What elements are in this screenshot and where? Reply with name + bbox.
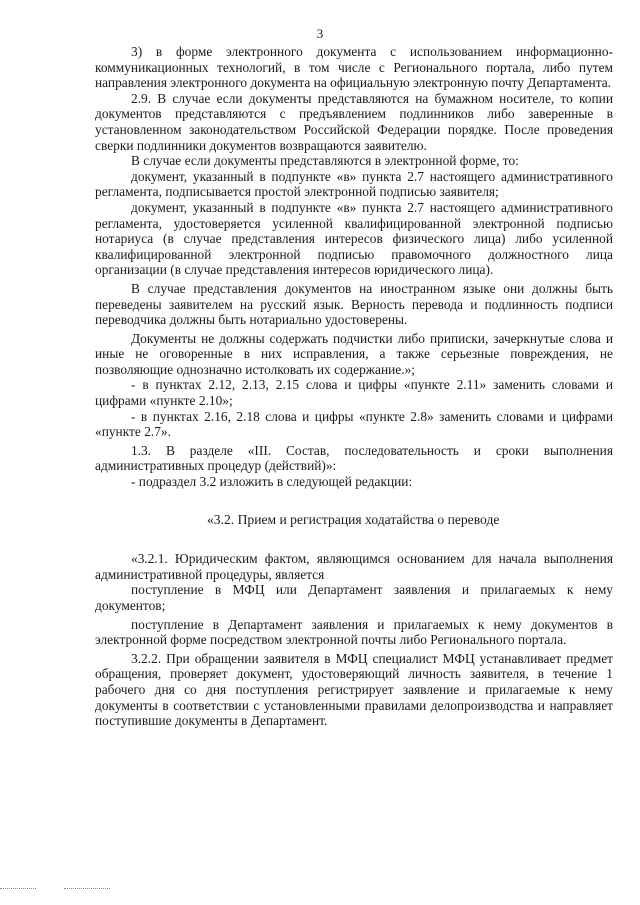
paragraph: документ, указанный в подпункте «в» пункта 2.7 настоящего административного регламента, подписывается простой электронной подписью заявителя;	[95, 168, 613, 200]
paragraph: «3.2.1. Юридическим фактом, являющимся основанием для начала выполнения административной процедуры, является	[95, 551, 613, 582]
paragraph: 2.9. В случае если документы представляются на бумажном носителе, то копии документов представляются с предъявлением подлинников либо заверенные в установленном законодательством Российской Федерации порядке. После проведения сверки подлинники документов возвращаются заявителю.	[95, 90, 613, 153]
paragraph: 1.3. В разделе «III. Состав, последовательность и сроки выполнения административных процедур (действий)»:	[95, 442, 613, 474]
paragraph: 3.2.2. При обращении заявителя в МФЦ специалист МФЦ устанавливает предмет обращения, проверяет документ, удостоверяющий личность заявителя, в течение 1 рабочего дня со дня поступления регистрирует заявление и прилагаемые к нему документы в соответствии с установленными правилами делопроизводства и направляет поступившие документы в Департамент.	[95, 650, 613, 729]
section-heading: «3.2. Прием и регистрация ходатайства о переводе	[207, 511, 500, 527]
paragraph: 3) в форме электронного документа с использованием информационно-коммуникационных технологий, в том числе с Регионального портала, либо путем направления электронного документа на официальную электронную почту Департамента.	[95, 44, 613, 91]
page-number: 3	[316, 26, 324, 41]
scan-mark	[64, 888, 110, 889]
paragraph: Документы не должны содержать подчистки либо приписки, зачеркнутые слова и иные не оговоренные в них исправления, а также серьезные повреждения, не позволяющие однозначно истолковать их содержание.»;	[95, 330, 613, 377]
paragraph: В случае представления документов на иностранном языке они должны быть переведены заявителем на русский язык. Верность перевода и подлинность подписи переводчика должны быть нотариально удостоверены.	[95, 280, 613, 328]
paragraph: В случае если документы представляются в электронной форме, то:	[131, 153, 519, 169]
paragraph: документ, указанный в подпункте «в» пункта 2.7 настоящего административного регламента, удостоверяется усиленной квалифицированной электронной подписью нотариуса (в случае представления интересов физического лица) либо усиленной квалифицированной электронной подписью правомочного должностного лица организации (в случае представления интересов юридического лица).	[95, 199, 613, 278]
paragraph: - в пунктах 2.16, 2.18 слова и цифры «пункте 2.8» заменить словами и цифрами «пункте 2.7».	[95, 408, 613, 440]
paragraph: - в пунктах 2.12, 2.13, 2.15 слова и цифры «пункте 2.11» заменить словами и цифрами «пункте 2.10»;	[95, 377, 613, 409]
document-body	[95, 44, 613, 729]
scan-mark	[0, 888, 36, 889]
footer-scan-marks	[0, 888, 640, 894]
paragraph: поступление в МФЦ или Департамент заявления и прилагаемых к нему документов;	[95, 582, 613, 613]
paragraph: поступление в Департамент заявления и прилагаемых к нему документов в электронной форме посредством электронной почты либо Регионального портала.	[95, 616, 613, 648]
paragraph: - подраздел 3.2 изложить в следующей редакции:	[131, 474, 413, 490]
